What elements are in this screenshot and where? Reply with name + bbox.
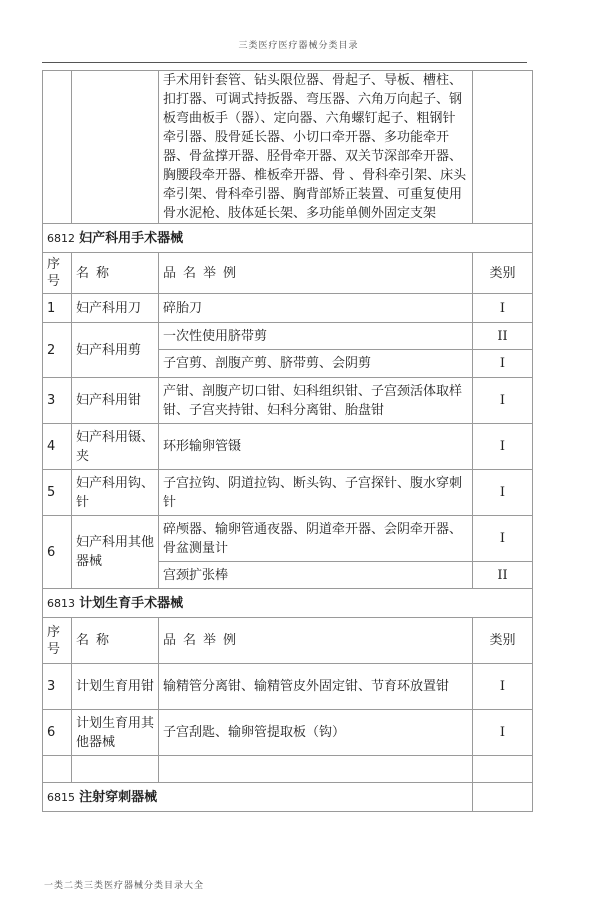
row-seq: 4 — [43, 424, 72, 470]
row-examples: 输精管分离钳、输精管皮外固定钳、节育环放置钳 — [159, 664, 473, 710]
section-title — [43, 224, 533, 253]
continuation-class — [473, 71, 533, 224]
row-class: I — [473, 424, 533, 470]
row-class: I — [473, 710, 533, 756]
page-header: 三类医疗医疗器械分类目录 — [238, 41, 359, 51]
row-name: 妇产科用镊、夹 — [72, 424, 159, 470]
table-row — [43, 710, 533, 756]
empty-cell — [159, 756, 473, 783]
section-header-row — [43, 589, 533, 618]
col-header-examples: 品名举例 — [159, 618, 473, 664]
row-examples: 子宫拉钩、阴道拉钩、断头钩、子宫探针、腹水穿刺针 — [159, 470, 473, 516]
row-class: I — [473, 470, 533, 516]
section-code: 6813 — [47, 596, 75, 610]
row-seq: 1 — [43, 294, 72, 323]
row-name: 妇产科用其他器械 — [72, 516, 159, 589]
row-class: I — [473, 294, 533, 323]
row-name: 计划生育用钳 — [72, 664, 159, 710]
section-title — [43, 589, 533, 618]
table-row — [43, 323, 533, 350]
section-title — [43, 783, 473, 812]
empty-cell — [72, 756, 159, 783]
row-seq: 2 — [43, 323, 72, 378]
section-header-row — [43, 224, 533, 253]
catalog-table — [42, 70, 533, 812]
col-header-name: 名称 — [72, 618, 159, 664]
row-name: 妇产科用钩、针 — [72, 470, 159, 516]
row-examples: 宫颈扩张棒 — [159, 562, 473, 589]
row-class: I — [473, 664, 533, 710]
row-examples: 碎胎刀 — [159, 294, 473, 323]
section-name: 妇产科用手术器械 — [79, 230, 184, 246]
row-seq: 3 — [43, 378, 72, 424]
row-name: 计划生育用其他器械 — [72, 710, 159, 756]
page-footer: 一类二类三类医疗器械分类目录大全 — [44, 881, 205, 891]
section-name: 注射穿刺器械 — [79, 789, 158, 805]
row-class: II — [473, 562, 533, 589]
empty-cell — [43, 756, 72, 783]
column-header-row — [43, 253, 533, 294]
col-header-class: 类别 — [473, 253, 533, 294]
row-examples: 一次性使用脐带剪 — [159, 323, 473, 350]
col-header-seq: 序号 — [43, 618, 72, 664]
section-class-cell — [473, 783, 533, 812]
row-class: II — [473, 323, 533, 350]
empty-cell — [473, 756, 533, 783]
continuation-name — [72, 71, 159, 224]
table-row — [43, 516, 533, 562]
row-examples: 子宫剪、剖腹产剪、脐带剪、会阴剪 — [159, 350, 473, 378]
row-examples: 产钳、剖腹产切口钳、妇科组织钳、子宫颈活体取样钳、子宫夹持钳、妇科分离钳、胎盘钳 — [159, 378, 473, 424]
table-row — [43, 424, 533, 470]
column-header-row — [43, 618, 533, 664]
col-header-examples: 品名举例 — [159, 253, 473, 294]
empty-row — [43, 756, 533, 783]
table-row — [43, 664, 533, 710]
section-name: 计划生育手术器械 — [79, 595, 184, 611]
row-class: I — [473, 516, 533, 562]
row-seq: 6 — [43, 710, 72, 756]
header-rule — [42, 62, 527, 63]
row-examples: 环形输卵管镊 — [159, 424, 473, 470]
table-row — [43, 294, 533, 323]
section-code: 6815 — [47, 790, 75, 804]
continuation-row — [43, 71, 533, 224]
row-name: 妇产科用剪 — [72, 323, 159, 378]
col-header-seq: 序号 — [43, 253, 72, 294]
col-header-class: 类别 — [473, 618, 533, 664]
row-class: I — [473, 350, 533, 378]
table-row — [43, 378, 533, 424]
section-header-row — [43, 783, 533, 812]
row-seq: 5 — [43, 470, 72, 516]
section-code: 6812 — [47, 231, 75, 245]
col-header-name: 名称 — [72, 253, 159, 294]
row-seq: 3 — [43, 664, 72, 710]
row-examples: 子宫刮匙、输卵管提取板（钩） — [159, 710, 473, 756]
row-class: I — [473, 378, 533, 424]
row-seq: 6 — [43, 516, 72, 589]
continuation-seq — [43, 71, 72, 224]
row-examples: 碎颅器、输卵管通夜器、阴道牵开器、会阴牵开器、骨盆测量计 — [159, 516, 473, 562]
table-row — [43, 470, 533, 516]
row-name: 妇产科用刀 — [72, 294, 159, 323]
row-name: 妇产科用钳 — [72, 378, 159, 424]
continuation-examples: 手术用针套管、钻头限位器、骨起子、导板、槽柱、扣打器、可调式持扳器、弯压器、六角万向起子、钢板弯曲板手（器）、定向器、六角螺钉起子、粗钢针牵引器、股骨延长器、小切口牵开器、多功能牵开器、骨盆撑开器、胫骨牵开器、双关节深部牵开器、胸腰段牵开器、椎板牵开器、骨 、骨科牵引架、床头牵引架、骨科牵引器、胸背部矫正装置、可重复使用骨水泥枪、肢体延长架、多功能单侧外固定支架 — [159, 71, 473, 224]
